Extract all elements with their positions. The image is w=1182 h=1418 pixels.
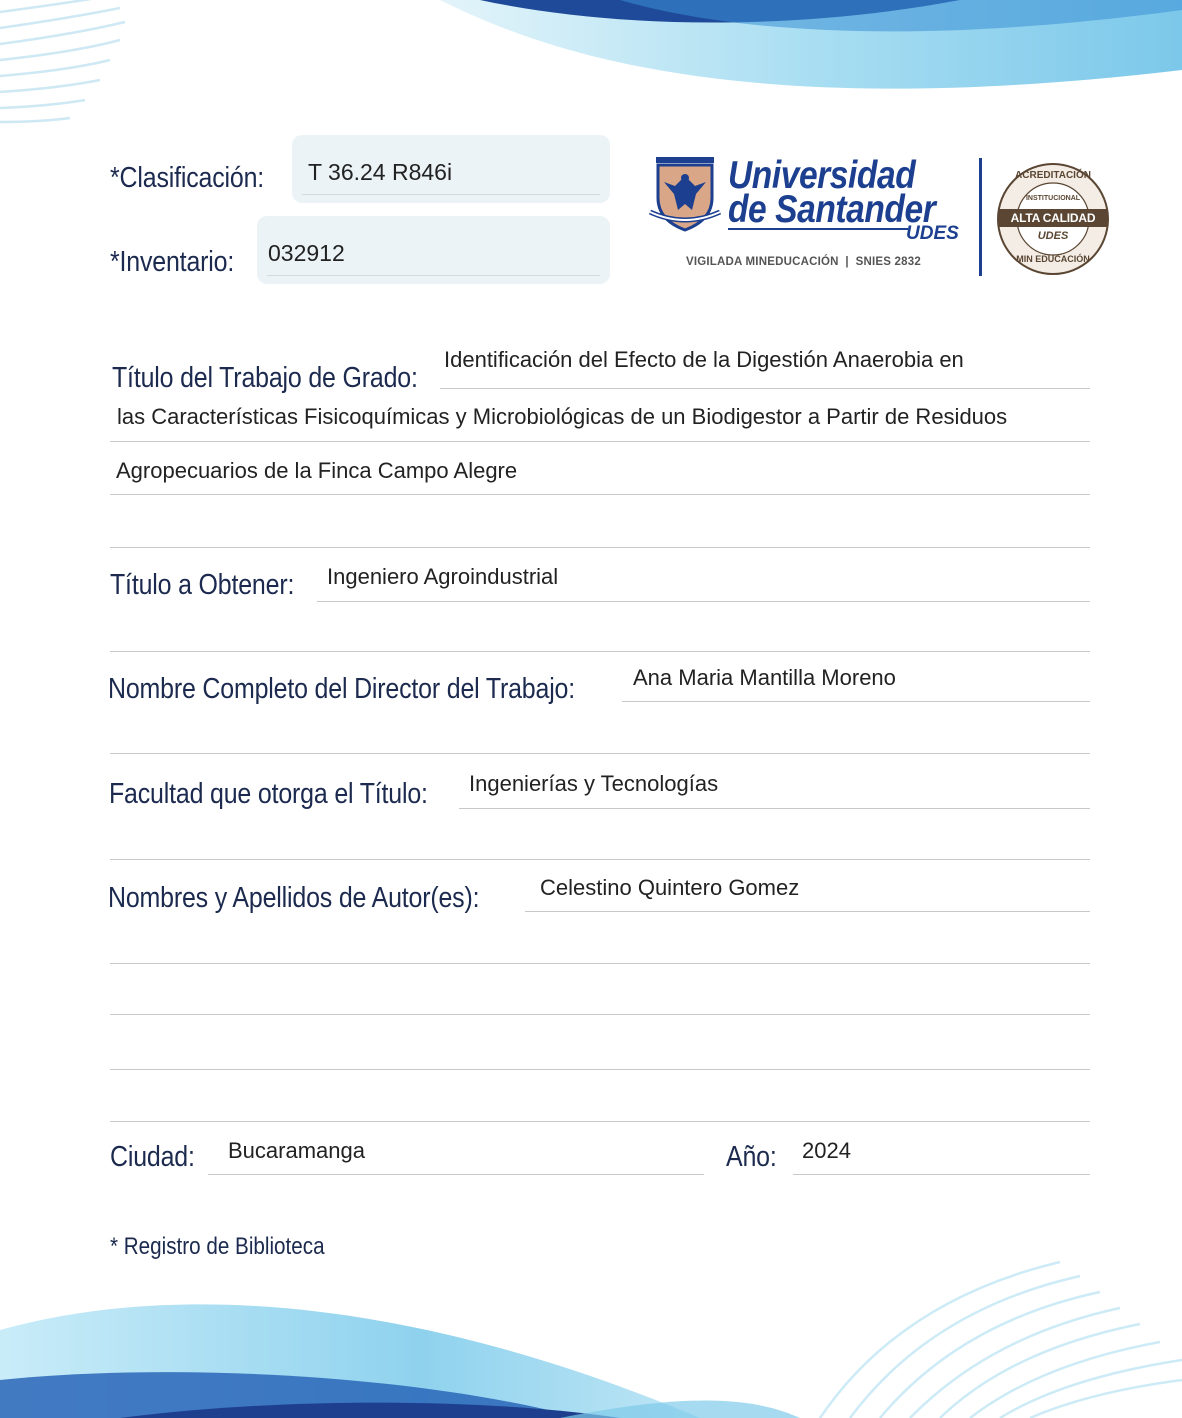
director-label: Nombre Completo del Director del Trabajo: [108,673,576,705]
autores-value: Celestino Quintero Gomez [540,875,800,900]
accreditation-seal [996,162,1110,276]
facultad-label: Facultad que otorga el Título: [109,778,428,810]
autores-underline-4 [110,1069,1090,1070]
autores-underline-5 [110,1121,1090,1122]
titulo-trabajo-underline-1 [440,388,1090,389]
titulo-trabajo-line1: Identificación del Efecto de la Digestión Anaerobia en [444,347,964,372]
seal-main-text: ALTA CALIDAD [1010,211,1096,225]
anio-underline [793,1174,1090,1175]
clasificacion-underline [302,194,600,195]
ciudad-value: Bucaramanga [228,1138,365,1163]
seal-mid-text: INSTITUCIONAL [1025,195,1081,202]
clasificacion-field[interactable] [292,135,610,203]
seal-top-text: ACREDITACIÓN [1015,170,1091,181]
university-acronym: UDES [906,223,959,244]
titulo-obtener-underline [317,601,1090,602]
facultad-underline [459,808,1090,809]
facultad-value: Ingenierías y Tecnologías [469,771,719,796]
clasificacion-value: T 36.24 R846i [308,159,453,185]
autores-underline-2 [110,963,1090,964]
logo-divider [979,158,982,276]
university-name-line1: Universidad [728,154,916,197]
inventario-underline [267,275,600,276]
inventario-value: 032912 [268,240,345,266]
udes-crest-logo [648,154,722,234]
university-name-line2: de Santander [728,188,936,231]
titulo-obtener-value: Ingeniero Agroindustrial [327,564,559,589]
director-value: Ana Maria Mantilla Moreno [633,665,896,690]
seal-brand-text: UDES [1037,230,1069,242]
autores-underline-3 [110,1014,1090,1015]
titulo-trabajo-underline-2 [110,441,1090,442]
director-underline-2 [110,753,1090,754]
ciudad-label: Ciudad: [110,1141,195,1173]
director-underline [622,701,1090,702]
seal-bottom-text: MIN EDUCACIÓN [1016,254,1090,264]
facultad-underline-2 [110,859,1090,860]
autores-underline [525,911,1090,912]
inventario-label: *Inventario: [110,246,235,278]
clasificacion-label: *Clasificación: [110,162,265,194]
titulo-trabajo-underline-4 [110,547,1090,548]
registro-biblioteca-note: * Registro de Biblioteca [110,1233,325,1260]
ciudad-underline [208,1174,704,1175]
anio-label: Año: [726,1141,777,1173]
brand-underline [728,228,908,230]
titulo-obtener-label: Título a Obtener: [110,569,295,601]
titulo-trabajo-label: Título del Trabajo de Grado: [112,362,418,394]
inventario-field[interactable] [257,216,610,284]
autores-label: Nombres y Apellidos de Autor(es): [108,882,480,914]
titulo-trabajo-line2: las Características Fisicoquímicas y Microbiológicas de un Biodigestor a Partir de Residuos [117,404,1008,429]
titulo-trabajo-underline-3 [110,494,1090,495]
anio-value: 2024 [802,1138,851,1163]
university-tagline: VIGILADA MINEDUCACIÓN | SNIES 2832 [686,256,921,268]
titulo-trabajo-line3: Agropecuarios de la Finca Campo Alegre [116,458,518,483]
titulo-obtener-underline-2 [110,651,1090,652]
